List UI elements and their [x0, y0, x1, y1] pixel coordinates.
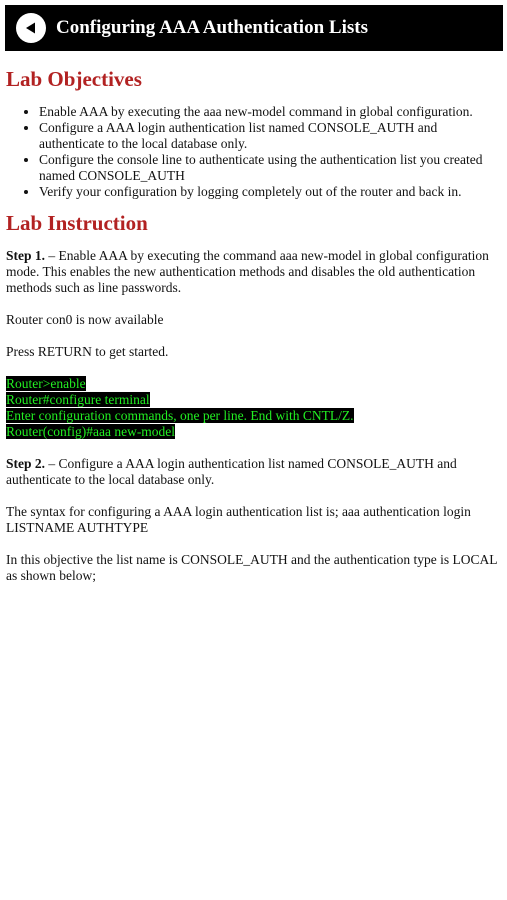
- back-arrow-icon: [23, 20, 39, 36]
- terminal-line: Enter configuration commands, one per line. End with CNTL/Z.: [6, 408, 354, 423]
- console-available-text: Router con0 is now available: [6, 312, 164, 327]
- step1-label: Step 1.: [6, 248, 46, 263]
- objectives-heading: Lab Objectives: [6, 67, 142, 91]
- objective-item: • Verify your configuration by logging completely out of the router and back in.: [39, 184, 501, 200]
- step1-text: – Enable AAA by executing the command aaa new-model in global configuration mode. This enables the new authentication methods and disables the old authentication methods such as line passwords.: [6, 248, 489, 295]
- step2-text: – Configure a AAA login authentication list named CONSOLE_AUTH and authenticate to the local database only.: [6, 456, 457, 487]
- terminal-output: [6, 376, 501, 440]
- objective-item: • Configure a AAA login authentication list named CONSOLE_AUTH and authenticate to the local database only.: [39, 120, 501, 152]
- objectives-list: [6, 104, 501, 200]
- step1-paragraph: [6, 248, 501, 296]
- instruction-heading: Lab Instruction: [6, 211, 148, 235]
- page-title: Configuring AAA Authentication Lists: [56, 17, 368, 38]
- syntax-paragraph: The syntax for configuring a AAA login authentication list is; aaa authentication login LISTNAME AUTHTYPE: [6, 504, 471, 535]
- objective-item: • Enable AAA by executing the aaa new-model command in global configuration.: [39, 104, 501, 120]
- terminal-line: Router>enable: [6, 376, 86, 391]
- step2-paragraph: [6, 456, 501, 488]
- objective-paragraph: In this objective the list name is CONSOLE_AUTH and the authentication type is LOCAL as shown below;: [6, 552, 498, 583]
- lab-content: [6, 66, 501, 584]
- objective-item: • Configure the console line to authenticate using the authentication list you created named CONSOLE_AUTH: [39, 152, 501, 184]
- press-return-text: Press RETURN to get started.: [6, 344, 169, 359]
- back-button[interactable]: [16, 13, 46, 43]
- step2-label: Step 2.: [6, 456, 46, 471]
- terminal-line: Router(config)#aaa new-model: [6, 424, 176, 439]
- terminal-line: Router#configure terminal: [6, 392, 150, 407]
- header-bar: [5, 5, 503, 51]
